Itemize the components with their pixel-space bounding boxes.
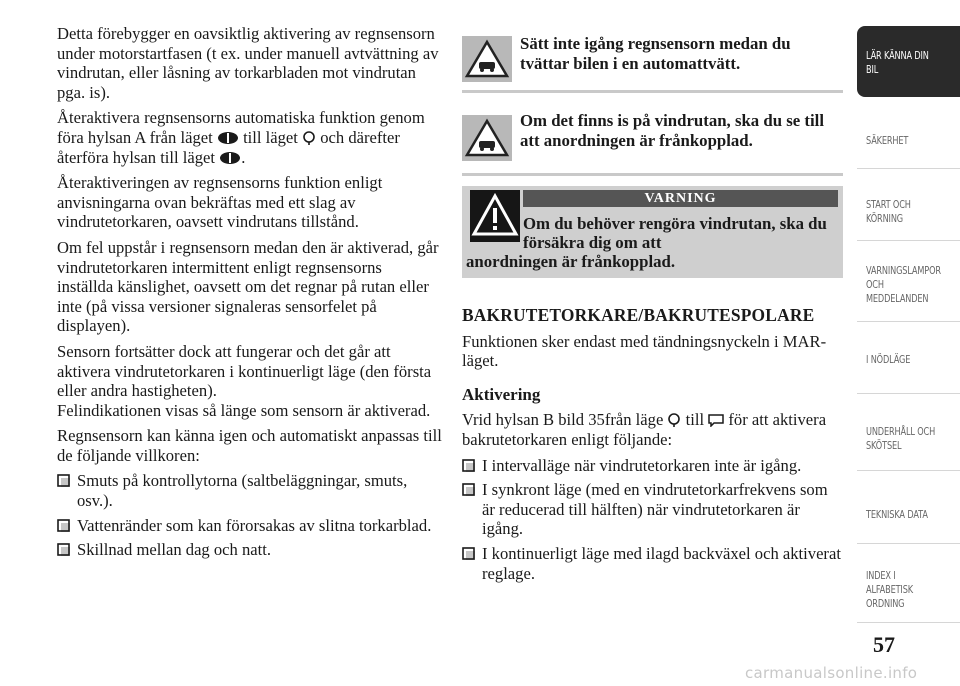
sensor-auto-icon [219,151,241,165]
watermark: carmanualsonline.info [745,664,918,682]
warning-text-end: anordningen är frånkopplad. [466,252,676,271]
checkbox-bullet-icon [57,543,70,556]
paragraph-continuous: Sensorn fortsätter dock att fungerar och det går att aktivera vindrutetorkaren i kontinuerligt läge (den första eller andra hastigheten). [57,341,432,401]
note-ice [462,103,843,176]
warning-triangle-icon [470,190,520,242]
tab-underhall-och-skotsel[interactable]: UNDERHÅLL OCH SKÖTSEL [857,394,960,471]
list-item: I kontinuerligt läge med ilagd backväxel och aktiverat reglage. [462,544,843,583]
checkbox-bullet-icon [462,483,475,496]
tab-sakerhet[interactable]: SÄKERHET [857,97,960,169]
warning-box [462,186,843,278]
list-item: Smuts på kontrollytorna (saltbeläggningar, smuts, osv.). [57,471,442,510]
subheading-activation: Aktivering [462,384,541,404]
page-number: 57 [873,632,895,657]
tab-tekniska-data[interactable]: TEKNISKA DATA [857,471,960,544]
paragraph-activation: Vrid hylsan B bild 35från läge till för att aktivera bakrutetorkaren enligt följande: [462,410,827,449]
car-wash-warning-icon [462,115,512,161]
chapter-tabs [857,26,960,623]
paragraph-reactivate: Återaktivera regnsensorns automatiska funktion genom föra hylsan A från läget till läget och därefter återföra hylsan till läget . [57,108,425,167]
list-item: I intervalläge när vindrutetorkaren inte är igång. [462,456,843,476]
paragraph-fault: Om fel uppstår i regnsensorn medan den är aktiverad, går vindrutetorkaren intermittent enligt regnsensorns inställda känslighet, oavsett om det regnar på rutan eller inte (på vissa versioner signaleras sensorfelet på displayen). [57,237,439,336]
tab-index[interactable]: INDEX I ALFABETISK ORDNING [857,544,960,623]
tab-start-och-korning[interactable]: START OCH KÖRNING [857,169,960,241]
paragraph-intro: Detta förebygger en oavsiktlig aktivering av regnsensorn under motorstartfasen (t ex. under manuell avtvättning av vindrutan, eller låsning av torkarbladen mot vindrutan pga. is). [57,24,439,102]
right-column [462,24,843,588]
tab-lar-kanna-din-bil[interactable]: LÄR KÄNNA DIN BIL [857,26,960,97]
list-item: I synkront läge (med en vindrutetorkarfrekvens som är reducerad till hälften) när vindrutetorkaren är igång. [462,480,843,539]
paragraph-confirm: Återaktiveringen av regnsensorns funktion enligt anvisningarna ovan bekräftas med ett slag av vindrutetorkaren, oavsett vindrutans tillstånd. [57,173,383,232]
list-item: Vattenränder som kan förorsakas av slitna torkarblad. [57,516,442,536]
checkbox-bullet-icon [462,459,475,472]
wiper-off-icon [302,131,316,145]
note-car-wash [462,24,843,93]
section-heading: BAKRUTETORKARE/BAKRUTESPOLARE [462,305,815,325]
left-column [57,24,442,565]
note-car-wash-text: Sätt inte igång regnsensorn medan du tvättar bilen i en automattvätt. [520,34,791,73]
checkbox-bullet-icon [57,519,70,532]
list-item: Skillnad mellan dag och natt. [57,540,442,560]
paragraph-indication: Felindikationen visas så länge som sensorn är aktiverad. [57,400,431,420]
note-ice-text: Om det finns is på vindrutan, ska du se till att anordningen är frånkopplad. [520,111,825,150]
checkbox-bullet-icon [57,474,70,487]
warning-header: VARNING [523,190,838,207]
checkbox-bullet-icon [462,547,475,560]
warning-text: Om du behöver rengöra vindrutan, ska du försäkra dig om att [523,214,827,252]
tab-i-nodlage[interactable]: I NÖDLÄGE [857,322,960,394]
sensor-auto-icon [217,131,239,145]
wiper-off-icon [667,413,681,427]
car-wash-warning-icon [462,36,512,82]
rear-wiper-icon [708,413,724,427]
paragraph-function: Funktionen sker endast med tändningsnyckeln i MAR-läget. [462,331,827,371]
paragraph-conditions: Regnsensorn kan känna igen och automatiskt anpassas till de följande villkoren: [57,426,442,465]
tab-varningslampor[interactable]: VARNINGSLAMPOR OCH MEDDELANDEN [857,241,960,322]
